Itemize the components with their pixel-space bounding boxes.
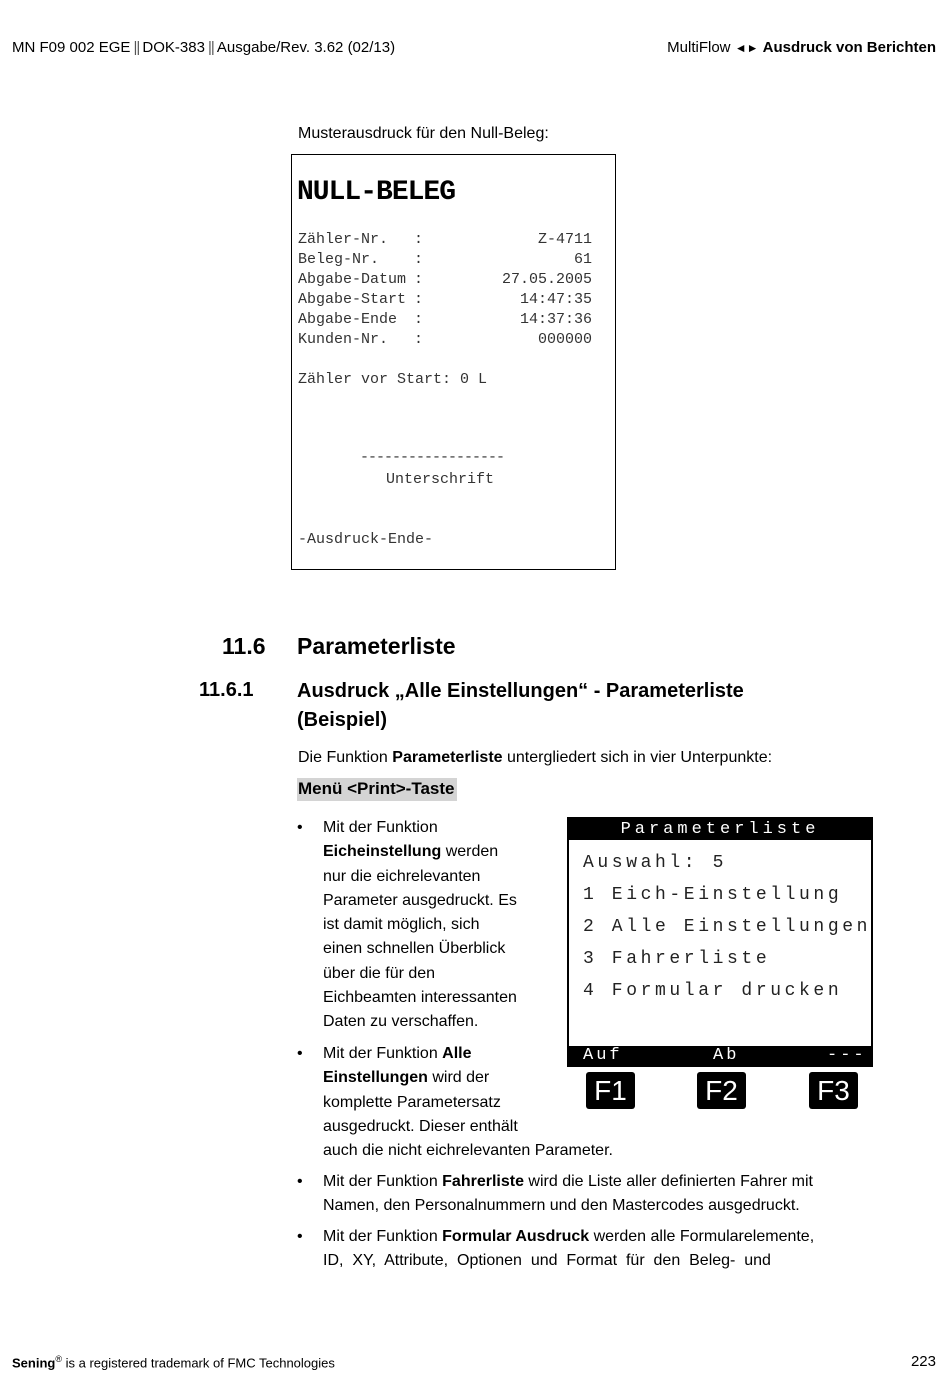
receipt-row-value: 000000 (537, 331, 592, 348)
receipt-row-colon: : (414, 311, 424, 328)
bullet-icon: • (297, 1045, 303, 1062)
description-bold: Parameterliste (392, 749, 503, 766)
description (298, 749, 772, 767)
receipt-row (298, 291, 592, 308)
receipt-intro: Musterausdruck für den Null-Beleg: (298, 125, 549, 142)
f3-key[interactable]: F3 (809, 1072, 858, 1109)
subsection-title: Ausdruck „Alle Einstellungen“ - Parameterliste (Beispiel) (297, 680, 744, 731)
receipt-row-value: Z-4711 (537, 231, 592, 248)
receipt-row-value: 61 (573, 251, 592, 268)
softkey-label: Ab (713, 1046, 740, 1065)
revision: Ausgabe/Rev. 3.62 (02/13) (216, 39, 396, 56)
bullet-line: Parameter ausgedruckt. Es (323, 891, 517, 909)
brand-name: Sening (12, 1355, 56, 1371)
bullet-icon: • (297, 1173, 303, 1190)
bullet-icon: • (297, 1228, 303, 1245)
bullet-line: Mit der Funktion Fahrerliste wird die Liste aller definierten Fahrer mit (323, 1173, 813, 1190)
bullet-line: ausgedruckt. Dieser enthält (323, 1117, 518, 1135)
chapter-title: Ausdruck von Berichten (762, 39, 936, 56)
receipt-row-colon: : (414, 291, 424, 308)
receipt-row (298, 331, 592, 348)
bullet-eicheinstellung (323, 816, 517, 1035)
receipt-row-label: Abgabe-Start (298, 291, 407, 308)
bullet-line: Namen, den Personalnummern und den Mastercodes ausgedruckt. (323, 1197, 800, 1215)
bullet-line: Eichbeamten interessanten (323, 989, 517, 1007)
signature-line: ------------------ (360, 449, 505, 466)
bullet-icon: • (297, 819, 303, 836)
dok-number: DOK-383 (142, 39, 205, 56)
lcd-softkey-bar (569, 1046, 871, 1065)
nav-arrows-icon: ◄► (734, 41, 759, 55)
receipt-row-colon: : (414, 271, 424, 288)
receipt-row (298, 231, 592, 248)
receipt-row-value: 14:37:36 (519, 311, 592, 328)
receipt-counter-before: Zähler vor Start: 0 L (298, 371, 488, 388)
description-text: untergliedert sich in vier Unterpunkte: (502, 749, 773, 766)
bullet-line: einen schnellen Überblick (323, 940, 506, 958)
receipt-title: NULL-BELEG (297, 177, 456, 208)
receipt-row-label: Beleg-Nr. (298, 251, 380, 268)
f2-key[interactable]: F2 (697, 1072, 746, 1109)
menu-label: Menü <Print>-Taste (297, 778, 457, 801)
doc-code: MN F09 002 EGE (12, 39, 131, 56)
receipt-row-label: Abgabe-Datum (298, 271, 407, 288)
lcd-menu-item: 3 Fahrerliste (583, 949, 771, 969)
receipt-row-value: 14:47:35 (519, 291, 592, 308)
bullet-fahrerliste (323, 1170, 813, 1219)
trademark-text: is a registered trademark of FMC Technologies (61, 1355, 335, 1371)
separator: || (208, 39, 214, 56)
bullet-line: Eicheinstellung werden (323, 843, 499, 861)
receipt-row (298, 271, 592, 288)
header-doc-info (12, 39, 395, 56)
receipt-row-colon: : (414, 331, 424, 348)
f1-key[interactable]: F1 (586, 1072, 635, 1109)
header-chapter-info (667, 39, 936, 56)
signature-label: Unterschrift (386, 471, 495, 488)
registered-mark: ® (55, 1354, 62, 1364)
lcd-display (567, 817, 873, 1067)
softkey-label: Auf (583, 1046, 623, 1065)
receipt-row-colon: : (414, 231, 424, 248)
page-number: 223 (910, 1353, 936, 1370)
lcd-selection: Auswahl: 5 (583, 853, 728, 873)
bullet-line: Mit der Funktion (323, 819, 438, 836)
softkey-label: --- (827, 1046, 867, 1065)
bullet-formular (323, 1225, 814, 1274)
receipt-end: -Ausdruck-Ende- (298, 531, 434, 548)
section-title: Parameterliste (297, 633, 456, 659)
bullet-line: Mit der Funktion Alle (323, 1045, 472, 1062)
null-receipt (291, 154, 616, 570)
receipt-row-label: Abgabe-Ende (298, 311, 398, 328)
receipt-row-label: Zähler-Nr. (298, 231, 389, 248)
receipt-row-value: 27.05.2005 (501, 271, 592, 288)
product-name: MultiFlow (667, 39, 731, 56)
bullet-line: über die für den (323, 964, 436, 982)
receipt-row-colon: : (414, 251, 424, 268)
lcd-title: Parameterliste (569, 819, 871, 840)
separator: || (133, 39, 140, 56)
lcd-menu-item: 4 Formular drucken (583, 981, 843, 1001)
bullet-line: auch die nicht eichrelevanten Parameter. (323, 1142, 613, 1160)
lcd-menu-item: 2 Alle Einstellungen (583, 917, 872, 937)
bullet-line: ist damit möglich, sich (323, 916, 480, 934)
bullet-line: Einstellungen wird der (323, 1069, 490, 1087)
footer-trademark (12, 1354, 335, 1370)
receipt-row (298, 251, 592, 268)
receipt-row-label: Kunden-Nr. (298, 331, 389, 348)
receipt-row (298, 311, 592, 328)
bullet-line: Daten zu verschaffen. (323, 1013, 479, 1031)
lcd-menu-item: 1 Eich-Einstellung (583, 885, 843, 905)
subsection-number: 11.6.1 (199, 679, 254, 701)
bullet-line: Mit der Funktion Formular Ausdruck werden alle Formularelemente, (323, 1228, 815, 1245)
bullet-line: nur die eichrelevanten (323, 867, 481, 885)
description-text: Die Funktion (298, 749, 393, 766)
section-number: 11.6 (222, 633, 266, 659)
bullet-line: komplette Parametersatz (323, 1093, 501, 1111)
bullet-line: ID, XY, Attribute, Optionen und Format für den Beleg- und (323, 1252, 771, 1270)
